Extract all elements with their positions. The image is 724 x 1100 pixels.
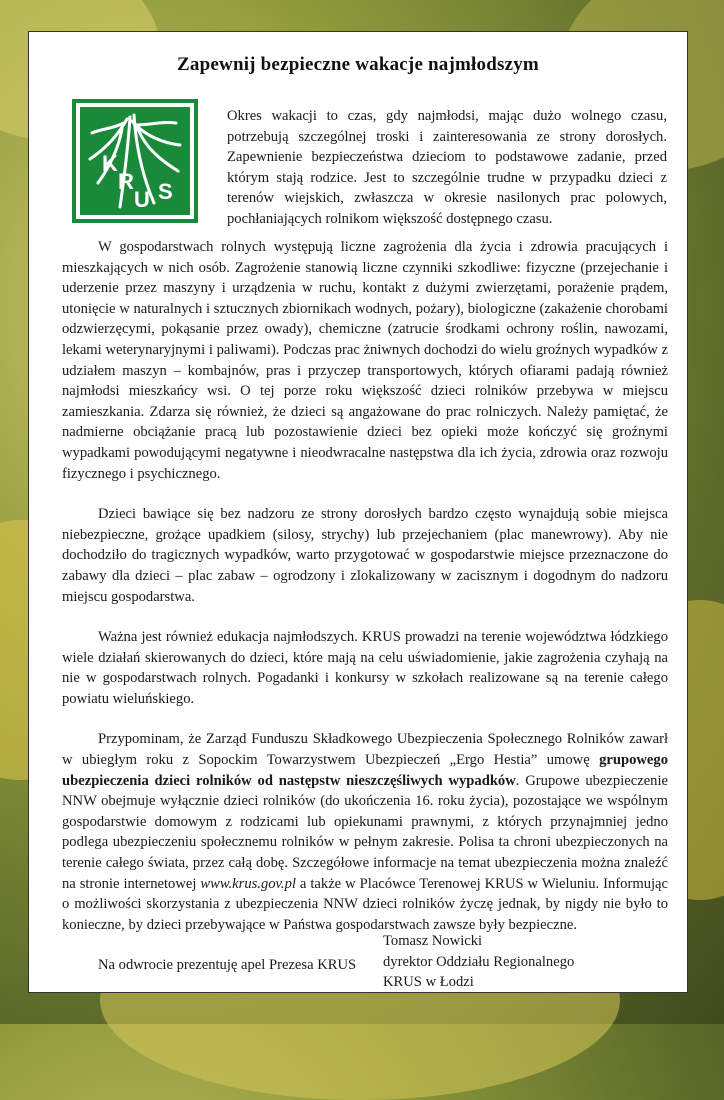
signature-name: Tomasz Nowicki [383,933,483,949]
paragraph: Ważna jest również edukacja najmłodszych. KRUS prowadzi na terenie województwa łódzkiego wiele działań skierowanych do dzieci, które mają na celu uświadomienie, jakie zagrożenia czyhają na nie w gospodarstwach rolnych. Pogadanki i konkursy w szkołach realizowane są na terenie całego powiatu wieluńskiego. [62,629,668,707]
document-page [28,31,688,993]
signature-block [383,931,574,993]
signature-office: KRUS w Łodzi [383,974,474,990]
paragraph-text: a także w Placówce Terenowej KRUS w Wieluniu. Informując o możliwości skorzystania z ubezpieczenia NNW dzieci rolników życzę jednak, by nigdy nie było to konieczne, by dzieci przebywające w Państwa gospodarstwach zawsze były bezpieczne. [62,875,668,933]
svg-text:K: K [102,151,118,176]
insurance-paragraph [62,729,668,935]
paragraph-bold-text: grupowego ubezpieczenia dzieci rolników od następstw nieszczęśliwych wypadków [62,752,668,789]
svg-text:S: S [158,179,173,204]
svg-text:R: R [118,169,134,194]
krus-logo [72,99,198,223]
paragraph: W gospodarstwach rolnych występują liczne zagrożenia dla życia i zdrowia pracujących i mieszkających w nich osób. Zagrożenie stanowią liczne czynniki szkodliwe: fizyczne (przejechanie i uderzenie przez maszyny i urządzenia w ruchu, kontakt z dużymi zwierzętami, porażenie prądem, utonięcie w naturalnych i sztucznych zbiornikach wodnych, pożary), biologiczne (zakażenie chorobami odzwierzęcymi, pokąsanie przez owady), chemiczne (zatrucie środkami ochrony roślin, nawozami, lekami weterynaryjnymi i paliwami). Podczas prac żniwnych dochodzi do wielu groźnych wypadków z udziałem maszyn – kombajnów, pras i przyczep transportowych, których ofiarami padają również najmłodsi mieszkańcy wsi. O tej porze roku większość dzieci rolników przebywa w miejscu zamieszkania. Zdarza się również, że dzieci są angażowane do prac rolniczych. Należy pamiętać, że nadmierne obciążanie pracą lub pozostawienie dzieci bez opieki może kończyć się groźnymi wypadkami powodującymi negatywne i nieodwracalne następstwa dla ich życia, zdrowia oraz rozwoju fizycznego i psychicznego. [62,239,668,482]
document-title: Zapewnij bezpieczne wakacje najmłodszym [177,54,539,75]
body-text [62,237,668,976]
signature-position: dyrektor Oddziału Regionalnego [383,953,575,970]
svg-text:U: U [134,187,150,212]
paragraph: Dzieci bawiące się bez nadzoru ze strony dorosłych bardzo często wynajdują sobie miejsca niebezpieczne, grożące upadkiem (silosy, strychy) lub przejechaniem (plac manewrowy). Aby nie dochodziło do tragicznych wypadków, warto przygotować w gospodarstwie miejsce przeznaczone do zabawy dla dzieci – plac zabaw – ogrodzony i zlokalizowany w zacisznym i dogodnym do nadzoru miejscu gospodarstwa. [62,506,668,605]
intro-paragraph: Okres wakacji to czas, gdy najmłodsi, mając dużo wolnego czasu, potrzebują szczególnej troski i zainteresowania ze strony dorosłych. Zapewnienie bezpieczeństwa dzieciom to podstawowe zadanie, przed którym stają rodzice. Jest to szczególnie trudne w przypadku dzieci z terenów wiejskich, zwłaszcza w okresie nasilonych prac polowych, pochłaniających rolnikom większość dostępnego czasu. [227,108,667,227]
paragraph-text: Przypominam, że Zarząd Funduszu Składkowego Ubezpieczenia Społecznego Rolników zawarł w ubiegłym roku z Sopockim Towarzystwem Ubezpieczeń „Ergo Hestia” umowę [62,731,668,769]
paragraph-text: . Grupowe ubezpieczenie NNW obejmuje wyłącznie dzieci rolników (do ukończenia 16. roku życia), pozostające we wspólnym gospodarstwie domowym z rodzicami lub opiekunami prawnymi, z których przynajmniej jedno podlega ubezpieczeniu społecznemu rolników w pełnym zakresie. Polisa ta chroni ubezpieczonych na terenie całego świata, przez całą dobę. Szczegółowe informacje na temat ubezpieczenia można znaleźć na stronie internetowej [62,772,668,892]
website-link[interactable]: www.krus.gov.pl [200,875,296,892]
closing-line: Na odwrocie prezentuję apel Prezesa KRUS [98,957,357,974]
krus-logo-icon [72,99,198,223]
